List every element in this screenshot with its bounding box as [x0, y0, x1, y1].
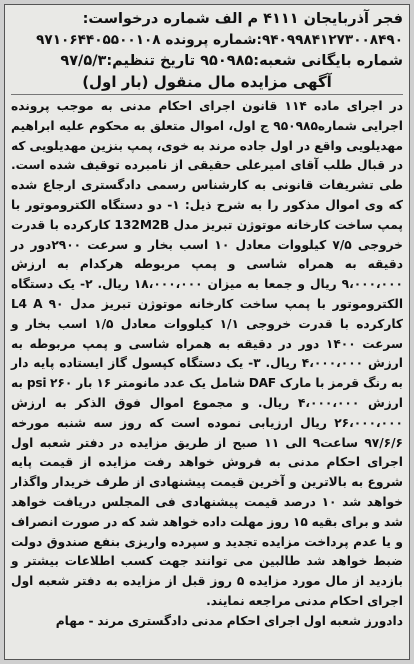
notice-body: در اجرای ماده ۱۱۴ قانون اجرای احکام مدنی به موجب پرونده اجرایی شماره۹۵۰۹۸۵ ج اول، اموال متعلق به محکوم علیه ابراهیم مهدیلویی واقع در اول جاده مرند به خوی، پمپ بنزین مهدیلویی که در قبال طلب آقای امیرعلی حقیقی از نامبرده توقیف شده است. طی تشریفات قانونی به کارشناس رسمی دادگستری ارجاع شده که وی اموال مذکور را به شرح ذیل: ۱- دو دستگاه الکتروموتور با پمپ ساخت کارخانه موتوژن تبریز مدل 132M2B کارکرده با قدرت خروجی ۷/۵ کیلووات معادل ۱۰ اسب بخار و سرعت ۲۹۰۰دور در دقیقه به همراه شاسی و پمپ مربوطه هرکدام به ارزش ۹،۰۰۰،۰۰۰ ریال و جمعا به میزان ۱۸،۰۰۰،۰۰۰ ریال. ۲- یک دستگاه الکتروموتور با پمپ ساخت کارخانه موتوژن تبریز مدل L4 A ۹۰ کارکرده با قدرت خروجی ۱/۱ کیلووات معادل ۱/۵ اسب بخار و سرعت ۱۴۰۰ دور در دقیقه به همراه شاسی و پمپ مربوطه به ارزش ۴،۰۰۰،۰۰۰ ریال. ۳- یک دستگاه کپسول گاز ایستاده پایه دار به رنگ قرمز با مارک DAF شامل یک عدد مانومتر ۱۶ بار psi ۲۶۰ به ارزش ۴،۰۰۰،۰۰۰ ریال. و مجموع اموال فوق الذکر به ارزش ۲۶،۰۰۰،۰۰۰ ریال ارزیابی نموده است که روز سه شنبه مورخه ۹۷/۶/۶ ساعت۹ الی ۱۱ صبح از طریق مزایده در دفتر شعبه اول اجرای احکام مدنی به فروش خواهد رفت مزایده از قیمت پایه شروع به بالاترین و آخرین قیمت پیشنهادی از طرف خریدار واگذار خواهد شد ۱۰ درصد قیمت پیشنهادی فی المجلس دریافت خواهد شد و برای بقیه ۱۵ روز مهلت داده خواهد شد که در صورت انصراف و یا عدم پرداخت مزایده تجدید و سپرده واریزی بنفع صندوق دولت ضبط خواهد شد طالبین می توانند جهت کسب اطلاعات بیشتر و بازدید از مال مورد مزایده ۵ روز قبل از مزایده به دفتر شعبه اول اجرای احکام مدنی مراجعه نمایند. — [11, 99, 404, 608]
divider — [11, 94, 403, 95]
archive-and-date-line: شماره بایگانی شعبه:۹۵۰۹۸۵ تاریخ تنظیم:۹۷/۵/۳ — [60, 53, 403, 69]
notice-title: آگهی مزایده مال منقول (بار اول) — [82, 73, 332, 91]
case-number-line: ۹۴۰۹۹۸۴۱۲۷۳۰۰۸۴۹۰:شماره پرونده ۹۷۱۰۶۴۴۰۵۵۰۰۱۰۸ — [36, 32, 403, 48]
notice-container — [11, 9, 403, 655]
publication-and-request-number: فجر آذربایجان ۴۱۱۱ م الف شماره درخواست: — [82, 11, 403, 27]
newspaper-clipping — [4, 4, 410, 660]
notice-signature: دادورز شعبه اول اجرای احکام مدنی دادگستری مرند - مهام — [55, 613, 403, 628]
